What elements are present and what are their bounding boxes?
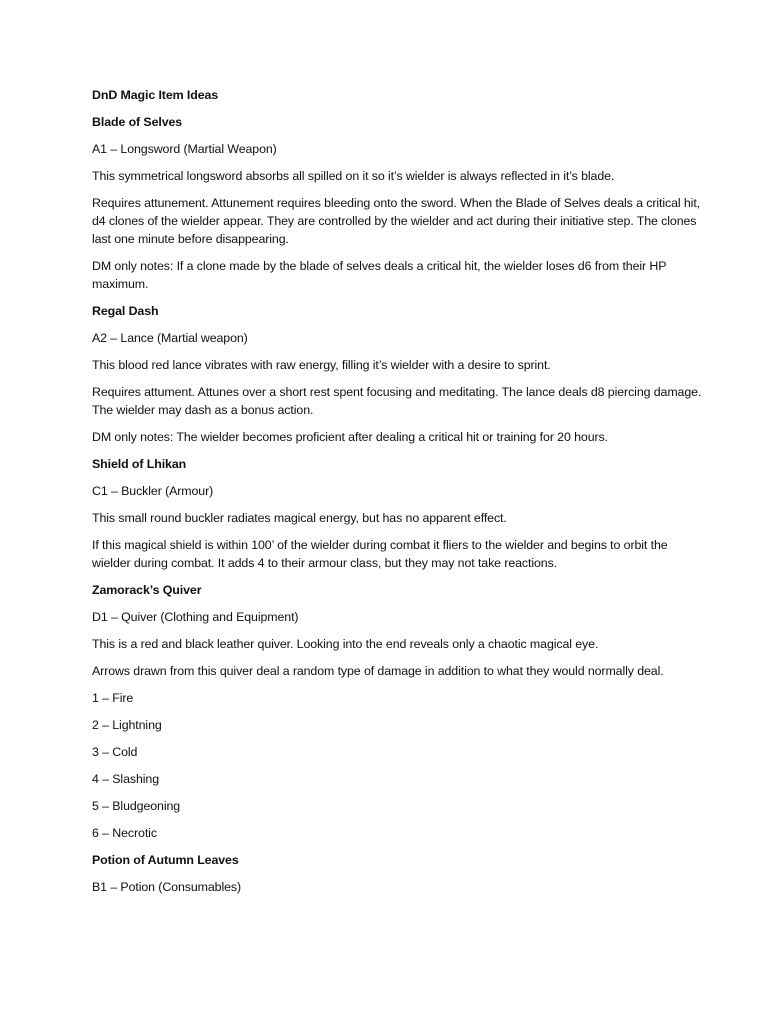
damage-table-entry: 4 – Slashing	[92, 772, 159, 786]
item-mechanics: Requires attunement. Attunement requires bleeding onto the sword. When the Blade of Selves deals a critical hit, d4 clones of the wielder appear. They are controlled by the wielder and act during their initiative step. The clones last one minute before disappearing.	[92, 196, 700, 246]
item-mechanics: Requires attument. Attunes over a short rest spent focusing and meditating. The lance deals d8 piercing damage. The wielder may dash as a bonus action.	[92, 385, 702, 417]
item-name: Shield of Lhikan	[92, 457, 187, 471]
damage-table-entry: 5 – Bludgeoning	[92, 799, 181, 813]
document-title: DnD Magic Item Ideas	[92, 88, 219, 102]
item-type-line: D1 – Quiver (Clothing and Equipment)	[92, 610, 299, 624]
damage-table-entry: 2 – Lightning	[92, 718, 162, 732]
damage-table-entry: 3 – Cold	[92, 745, 138, 759]
damage-table-entry: 1 – Fire	[92, 691, 134, 705]
damage-table-entry: 6 – Necrotic	[92, 826, 157, 840]
item-type-line: C1 – Buckler (Armour)	[92, 484, 214, 498]
item-description: This is a red and black leather quiver. Looking into the end reveals only a chaotic magical eye.	[92, 637, 599, 651]
item-type-line: A1 – Longsword (Martial Weapon)	[92, 142, 277, 156]
item-description: This blood red lance vibrates with raw energy, filling it’s wielder with a desire to sprint.	[92, 358, 551, 372]
item-name: Potion of Autumn Leaves	[92, 853, 239, 867]
item-type-line: B1 – Potion (Consumables)	[92, 880, 242, 894]
item-name: Zamorack’s Quiver	[92, 583, 202, 597]
item-mechanics: If this magical shield is within 100’ of the wielder during combat it fliers to the wielder and begins to orbit the wielder during combat. It adds 4 to their armour class, but they may not take reactions.	[92, 538, 668, 570]
item-dm-notes: DM only notes: The wielder becomes proficient after dealing a critical hit or training for 20 hours.	[92, 430, 608, 444]
item-name: Blade of Selves	[92, 115, 183, 129]
item-description: This symmetrical longsword absorbs all spilled on it so it’s wielder is always reflected in it’s blade.	[92, 169, 615, 183]
item-dm-notes: DM only notes: If a clone made by the blade of selves deals a critical hit, the wielder loses d6 from their HP maximum.	[92, 259, 667, 291]
item-name: Regal Dash	[92, 304, 159, 318]
item-description: This small round buckler radiates magical energy, but has no apparent effect.	[92, 511, 507, 525]
item-type-line: A2 – Lance (Martial weapon)	[92, 331, 248, 345]
item-mechanics: Arrows drawn from this quiver deal a random type of damage in addition to what they would normally deal.	[92, 664, 664, 678]
